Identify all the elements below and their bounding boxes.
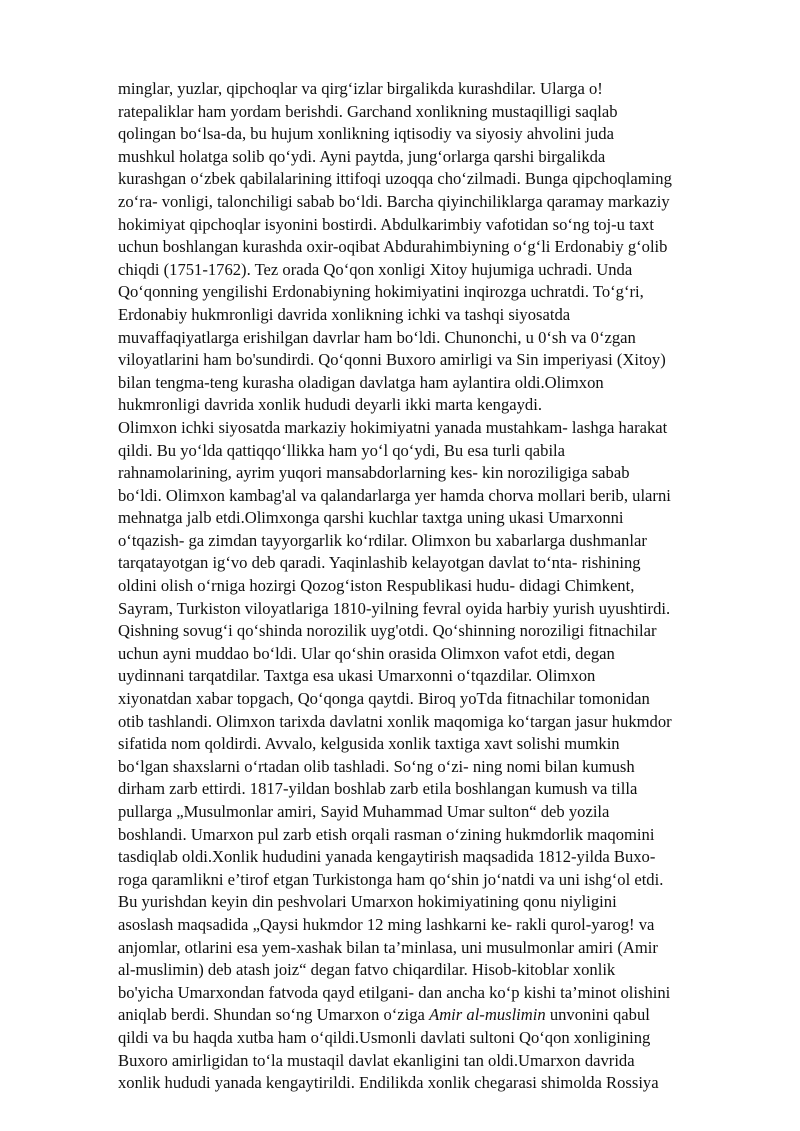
- text-line: ratepaliklar ham yordam berishdi. Garchand xonlikning mustaqilligi saqlab: [118, 101, 618, 121]
- text-line: rahnamolarining, ayrim yuqori mansabdorlarning kes- kin noroziligiga sabab: [118, 463, 630, 483]
- text-line: Buxoro amirligidan to‘la mustaqil davlat ekanligini tan oldi.Umarxon davrida: [118, 1050, 635, 1070]
- text-line: bo'yicha Umarxondan fatvoda qayd etilgani- dan ancha ko‘p kishi ta’minot olishini: [118, 982, 671, 1002]
- text-line: mehnatga jalb etdi.Olimxonga qarshi kuchlar taxtga uning ukasi Umarxonni: [118, 508, 624, 528]
- text-line: anjomlar, otlarini esa yem-xashak bilan ta’minlasa, uni musulmonlar amiri (Amir: [118, 937, 658, 957]
- text-line: o‘tqazish- ga zimdan tayyorgarlik ko‘rdilar. Olimxon bu xabarlarga dushmanlar: [118, 530, 647, 550]
- text-line: uchun ayni muddao bo‘ldi. Ular qo‘shin orasida Olimxon vafot etdi, degan: [118, 643, 615, 663]
- text-line: qildi. Bu yo‘lda qattiqqo‘llikka ham yo‘l qo‘ydi, Bu esa turli qabila: [118, 440, 566, 460]
- text-line: uydinnani tarqatdilar. Taxtga esa ukasi Umarxonni o‘tqazdilar. Olimxon: [118, 666, 596, 686]
- text-line: chiqdi (1751-1762). Tez orada Qo‘qon xonligi Xitoy hujumiga uchradi. Unda: [118, 259, 633, 279]
- text-line: dirham zarb ettirdi. 1817-yildan boshlab zarb etila boshlangan kumush va tilla: [118, 779, 638, 799]
- text-line: roga qaramlikni e’tirof etgan Turkistonga ham qo‘shin jo‘natdi va uni ishg‘ol etdi.: [118, 869, 664, 889]
- text-line: bo‘lgan shaxslarni o‘rtadan olib tashladi. So‘ng o‘zi- ning nomi bilan kumush: [118, 756, 635, 776]
- text-line: xiyonatdan xabar topgach, Qo‘qonga qaytdi. Biroq yoTda fitnachilar tomonidan: [118, 689, 650, 709]
- text-line: Erdonabiy hukmronligi davrida xonlikning ichki va tashqi siyosatda: [118, 304, 571, 324]
- text-line: Bu yurishdan keyin din peshvolari Umarxon hokimiyatining qonu niyligini: [118, 892, 617, 912]
- text-line: xonlik hududi yanada kengaytirildi. Endilikda xonlik chegarasi shimolda Rossiya: [118, 1073, 659, 1093]
- text-line: asoslash maqsadida „Qaysi hukmdor 12 ming lashkarni ke- rakli qurol-yarog! va: [118, 914, 655, 934]
- text-line: kurashgan o‘zbek qabilalarining ittifoqi uzoqqa cho‘zilmadi. Bunga qipchoqlaming: [118, 169, 672, 189]
- text-line: zo‘ra- vonligi, talonchiligi sabab bo‘ldi. Barcha qiyinchiliklarga qaramay markaziy: [118, 191, 670, 211]
- text-line: bo‘ldi. Olimxon kambag'al va qalandarlarga yer hamda chorva mollari berib, ularni: [118, 485, 671, 505]
- text-line: hukmronligi davrida xonlik hududi deyarli ikki marta kengaydi.: [118, 395, 542, 415]
- text-line: Qo‘qonning yengilishi Erdonabiyning hokimiyatini inqirozga uchratdi. To‘g‘ri,: [118, 282, 644, 302]
- text-line: [118, 1004, 722, 1027]
- text-line: sifatida nom qoldirdi. Avvalo, kelgusida xonlik taxtiga xavt solishi mumkin: [118, 734, 620, 754]
- body-text: [118, 78, 722, 1095]
- text-line: mushkul holatga solib qo‘ydi. Ayni paytda, jung‘orlarga qarshi birgalikda: [118, 146, 606, 166]
- text-line: boshlandi. Umarxon pul zarb etish orqali rasman o‘zining hukmdorlik maqomini: [118, 824, 655, 844]
- text-line: Olimxon ichki siyosatda markaziy hokimiyatni yanada mustahkam- lashga harakat: [118, 417, 668, 437]
- text-line-tail: unvonini qabul: [545, 1005, 650, 1025]
- text-line: oldini olish o‘rniga hozirgi Qozog‘iston Respublikasi hudu- didagi Chimkent,: [118, 576, 635, 596]
- document-page: [118, 78, 722, 1095]
- text-line: tasdiqlab oldi.Xonlik hududini yanada kengaytirish maqsadida 1812-yilda Buxo-: [118, 847, 656, 867]
- text-line: otib tashlandi. Olimxon tarixda davlatni xonlik maqomiga ko‘targan jasur hukmdor: [118, 711, 672, 731]
- text-line: al-muslimin) deb atash joiz“ degan fatvo chiqardilar. Hisob-kitoblar xonlik: [118, 960, 616, 980]
- text-line: Qishning sovug‘i qo‘shinda norozilik uyg'otdi. Qo‘shinning noroziligi fitnachilar: [118, 621, 657, 641]
- text-line: muvaffaqiyatlarga erishilgan davrlar ham bo‘ldi. Chunonchi, u 0‘sh va 0‘zgan: [118, 327, 636, 347]
- text-line: viloyatlarini ham bo'sundirdi. Qo‘qonni Buxoro amirligi va Sin imperiyasi (Xitoy): [118, 350, 666, 370]
- text-line: hokimiyat qipchoqlar isyonini bostirdi. Abdulkarimbiy vafotidan so‘ng toj-u taxt: [118, 214, 655, 234]
- text-line: Sayram, Turkiston viloyatlariga 1810-yilning fevral oyida harbiy yurish uyushtirdi.: [118, 598, 671, 618]
- text-line-head: aniqlab berdi. Shundan so‘ng Umarxon o‘ziga: [118, 1005, 430, 1025]
- text-line: uchun boshlangan kurashda oxir-oqibat Abdurahimbiyning o‘g‘li Erdonabiy g‘olib: [118, 237, 668, 257]
- text-line: pullarga „Musulmonlar amiri, Sayid Muhammad Umar sulton“ deb yozila: [118, 802, 610, 821]
- text-line: minglar, yuzlar, qipchoqlar va qirg‘izlar birgalikda kurashdilar. Ularga o!: [118, 79, 603, 98]
- text-line: qolingan bo‘lsa-da, bu hujum xonlikning iqtisodiy va siyosiy ahvolini juda: [118, 124, 614, 144]
- italic-title-phrase: Amir al-muslimin: [429, 1005, 546, 1025]
- text-line: tarqatayotgan ig‘vo deb qaradi. Yaqinlashib kelayotgan davlat to‘nta- rishining: [118, 553, 641, 573]
- text-line: bilan tengma-teng kurasha oladigan davlatga ham aylantira oldi.Olimxon: [118, 372, 604, 392]
- text-line: qildi va bu haqda xutba ham o‘qildi.Usmonli davlati sultoni Qo‘qon xonligining: [118, 1027, 651, 1047]
